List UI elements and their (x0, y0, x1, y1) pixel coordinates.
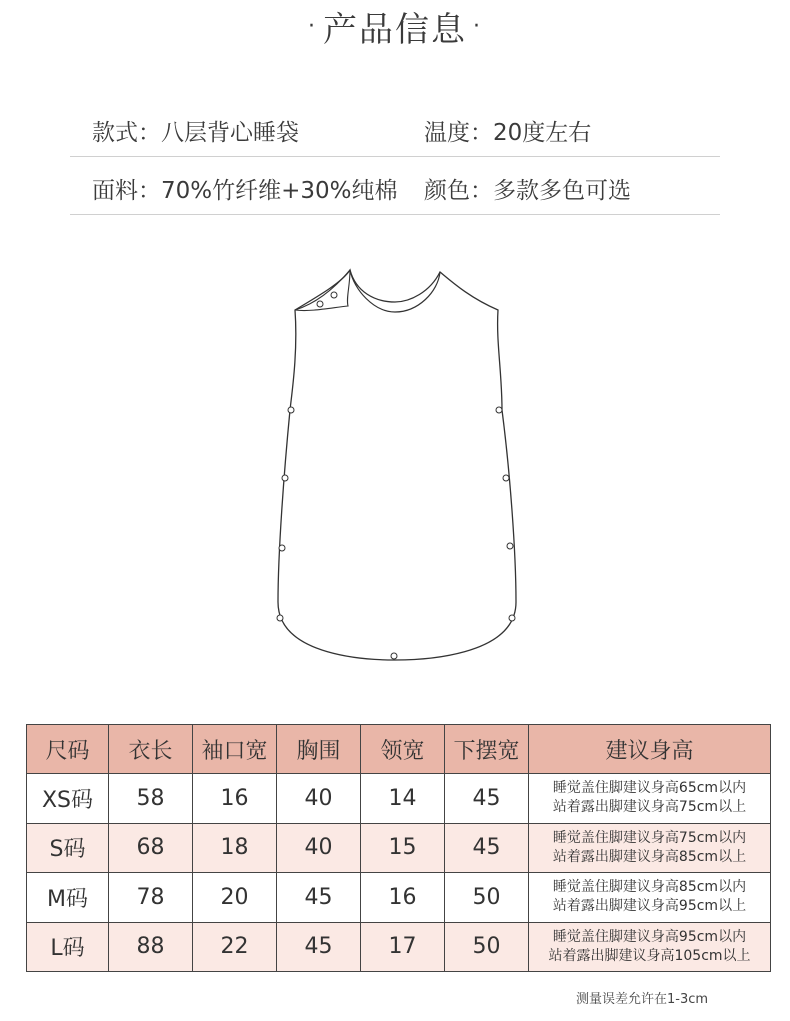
title-dot-right: · (473, 13, 482, 39)
advice-stand: 站着露出脚建议身高95cm以上 (552, 898, 747, 915)
header-chest: 胸围 (277, 725, 361, 774)
advice-stand: 站着露出脚建议身高105cm以上 (548, 947, 751, 964)
height-advice-cell (529, 873, 771, 923)
chest-cell: 45 (277, 922, 361, 972)
snap-button (317, 301, 323, 307)
snap-button (507, 543, 513, 549)
armhole-cell: 22 (193, 922, 277, 972)
snap-button (331, 292, 337, 298)
temperature-label: 温度： (424, 120, 493, 146)
advice-stand: 站着露出脚建议身高85cm以上 (552, 848, 747, 865)
measurement-note: 测量误差允许在1-3cm (576, 992, 709, 1007)
height-advice-cell (529, 774, 771, 824)
table-row (27, 823, 771, 873)
temperature-value: 20度左右 (493, 120, 592, 146)
size-cell: M码 (27, 873, 109, 923)
length-cell: 78 (109, 873, 193, 923)
advice-sleep: 睡觉盖住脚建议身高95cm以内 (552, 928, 747, 945)
armhole-cell: 16 (193, 774, 277, 824)
title-text: 产品信息 (323, 9, 467, 50)
info-row-2 (70, 158, 720, 215)
chest-cell: 45 (277, 873, 361, 923)
color-info (424, 172, 631, 205)
armhole-cell: 20 (193, 873, 277, 923)
fabric-label: 面料： (92, 178, 161, 204)
hem-cell: 45 (445, 823, 529, 873)
page-title (0, 0, 790, 52)
advice-sleep: 睡觉盖住脚建议身高65cm以内 (552, 780, 747, 797)
color-label: 颜色： (424, 178, 493, 204)
length-cell: 68 (109, 823, 193, 873)
header-length: 衣长 (109, 725, 193, 774)
temperature-info (424, 114, 591, 147)
advice-sleep: 睡觉盖住脚建议身高75cm以内 (552, 829, 747, 846)
snap-button (496, 407, 502, 413)
advice-sleep: 睡觉盖住脚建议身高85cm以内 (552, 879, 747, 896)
chest-cell: 40 (277, 774, 361, 824)
snap-button (503, 475, 509, 481)
snap-button (282, 475, 288, 481)
header-size: 尺码 (27, 725, 109, 774)
size-cell: XS码 (27, 774, 109, 824)
snap-button (509, 615, 515, 621)
fabric-info (92, 172, 398, 205)
style-label: 款式： (92, 120, 161, 146)
style-info (92, 114, 299, 147)
hem-cell: 45 (445, 774, 529, 824)
neck-cell: 17 (361, 922, 445, 972)
vest-outline (278, 270, 516, 660)
chest-cell: 40 (277, 823, 361, 873)
snap-button (288, 407, 294, 413)
color-value: 多款多色可选 (493, 178, 631, 204)
hem-cell: 50 (445, 873, 529, 923)
size-table (26, 724, 771, 972)
advice-stand: 站着露出脚建议身高75cm以上 (552, 799, 747, 816)
table-row (27, 873, 771, 923)
header-armhole: 袖口宽 (193, 725, 277, 774)
size-cell: L码 (27, 922, 109, 972)
style-value: 八层背心睡袋 (161, 120, 299, 146)
snap-button (277, 615, 283, 621)
fabric-value: 70%竹纤维+30%纯棉 (161, 178, 398, 204)
sleeping-bag-diagram (270, 262, 522, 670)
table-row (27, 774, 771, 824)
length-cell: 58 (109, 774, 193, 824)
header-neck: 领宽 (361, 725, 445, 774)
armhole-cell: 18 (193, 823, 277, 873)
snap-button (391, 653, 397, 659)
length-cell: 88 (109, 922, 193, 972)
neck-cell: 16 (361, 873, 445, 923)
table-row (27, 922, 771, 972)
snap-button (279, 545, 285, 551)
size-cell: S码 (27, 823, 109, 873)
neck-cell: 15 (361, 823, 445, 873)
header-height: 建议身高 (529, 725, 771, 774)
table-header-row (27, 725, 771, 774)
header-hem: 下摆宽 (445, 725, 529, 774)
hem-cell: 50 (445, 922, 529, 972)
info-row-1 (70, 100, 720, 157)
title-dot-left: · (308, 13, 317, 39)
neck-cell: 14 (361, 774, 445, 824)
height-advice-cell (529, 823, 771, 873)
height-advice-cell (529, 922, 771, 972)
